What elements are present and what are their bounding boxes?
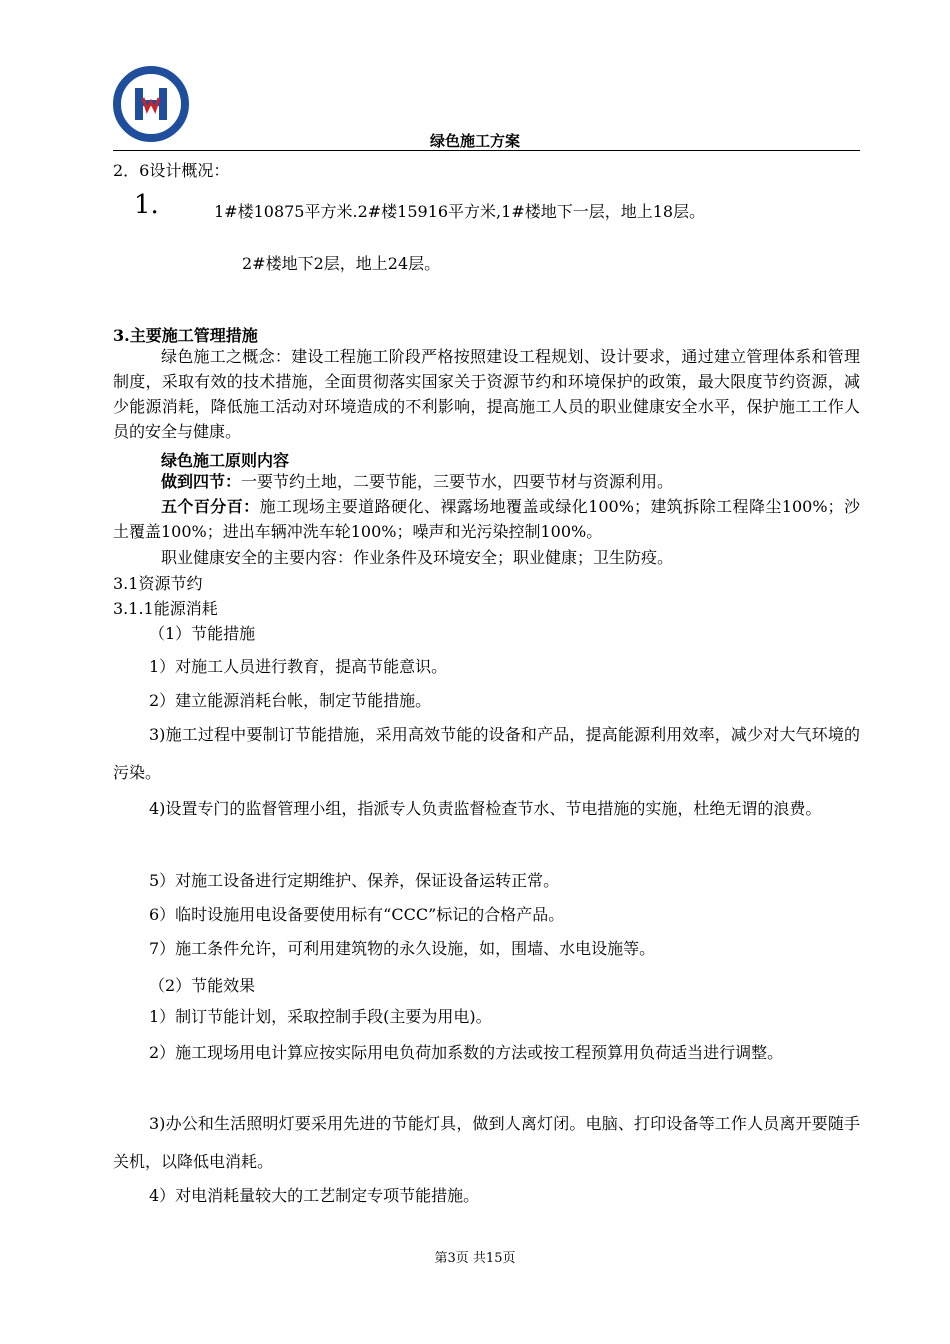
header-divider — [113, 150, 860, 151]
measure-item: 2）建立能源消耗台帐，制定节能措施。 — [149, 691, 432, 710]
effect-item: 3)办公和生活照明灯要采用先进的节能灯具，做到人离灯闭。电脑、打印设备等工作人员离开要随手关机，以降低电消耗。 — [113, 1114, 860, 1171]
green-construction-concept: 绿色施工之概念：建设工程施工阶段严格按照建设工程规划、设计要求，通过建立管理体系和管理制度，采取有效的技术措施，全面贯彻落实国家关于资源节约和环境保护的政策，最大限度节约资源，减少能源消耗，降低施工活动对环境造成的不利影响，提高施工人员的职业健康安全水平，保护施工工作人员的安全与健康。 — [113, 347, 860, 441]
effect-item: 1）制订节能计划，采取控制手段(主要为用电)。 — [149, 1007, 492, 1026]
page-number-footer: 第3页 共15页 — [434, 1251, 516, 1266]
measure-item: 3)施工过程中要制订节能措施，采用高效节能的设备和产品，提高能源利用效率，减少对大气环境的污染。 — [113, 725, 860, 782]
design-overview-line-1: 1#楼10875平方米.2#楼15916平方米,1#楼地下一层，地上18层。 — [214, 202, 706, 221]
five-hundred-label: 五个百分百： — [161, 497, 260, 516]
five-hundred-percent-paragraph — [113, 494, 860, 544]
section-3-heading: 3.主要施工管理措施 — [113, 326, 258, 345]
principles-heading: 绿色施工原则内容 — [161, 451, 290, 470]
design-overview-line-2: 2#楼地下2层，地上24层。 — [242, 254, 441, 273]
document-header-title: 绿色施工方案 — [429, 132, 520, 150]
four-saves-label: 做到四节： — [161, 472, 242, 491]
energy-effects-heading: （2）节能效果 — [149, 976, 256, 995]
measure-item: 5）对施工设备进行定期维护、保养，保证设备运转正常。 — [149, 871, 560, 890]
four-saves-paragraph — [113, 469, 860, 494]
measure-item: 1）对施工人员进行教育，提高节能意识。 — [149, 657, 448, 676]
four-saves-text: 一要节约土地，二要节能，三要节水，四要节材与资源利用。 — [241, 472, 674, 491]
section-2-6-heading: 2．6设计概况： — [113, 161, 230, 180]
measure-item: 4)设置专门的监督管理小组，指派专人负责监督检查节水、节电措施的实施，杜绝无谓的浪费。 — [149, 799, 822, 818]
five-hundred-text: 施工现场主要道路硬化、裸露场地覆盖或绿化100%；建筑拆除工程降尘100%；沙土覆盖100%；进出车辆冲洗车轮100%；噪声和光污染控制100%。 — [113, 497, 860, 541]
measure-item: 7）施工条件允许，可利用建筑物的永久设施，如，围墙、水电设施等。 — [149, 939, 656, 958]
effect-item: 2）施工现场用电计算应按实际用电负荷加系数的方法或按工程预算用负荷适当进行调整。 — [149, 1043, 784, 1062]
section-3-1-heading: 3.1资源节约 — [113, 574, 203, 593]
health-safety-paragraph: 职业健康安全的主要内容：作业条件及环境安全；职业健康；卫生防疫。 — [161, 548, 674, 567]
section-3-1-1-heading: 3.1.1能源消耗 — [113, 599, 218, 618]
list-item-number: 1. — [134, 190, 159, 220]
effect-item: 4）对电消耗量较大的工艺制定专项节能措施。 — [149, 1186, 480, 1205]
energy-measures-heading: （1）节能措施 — [149, 624, 256, 643]
measure-item: 6）临时设施用电设备要使用标有“CCC”标记的合格产品。 — [149, 905, 565, 924]
